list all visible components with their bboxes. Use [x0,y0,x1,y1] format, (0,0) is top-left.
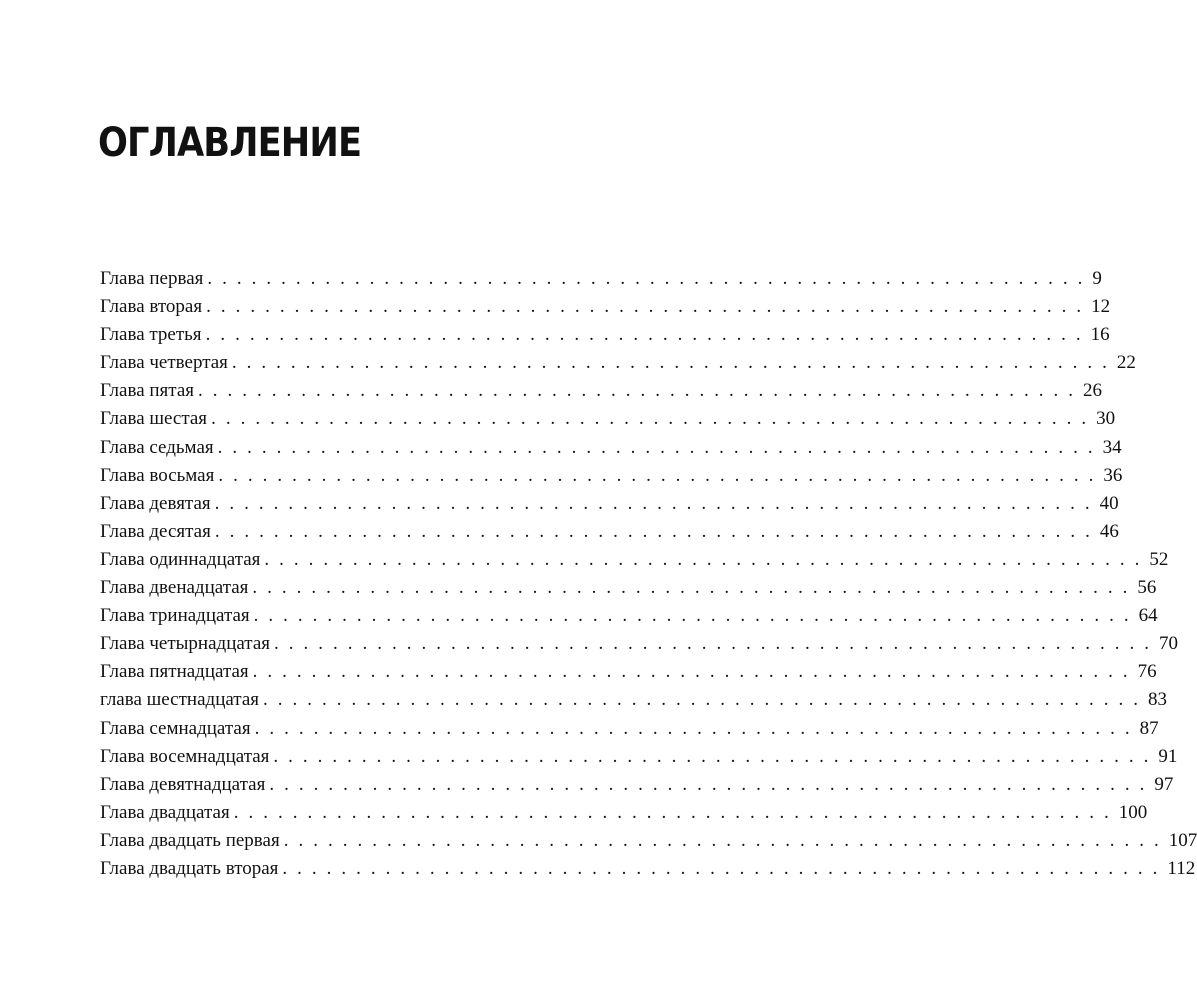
toc-entry-page-number: 36 [1103,464,1123,486]
toc-entry [100,265,1102,293]
toc-dot-leader: ............................................................ [211,408,1097,430]
toc-dot-leader: ............................................................ [283,829,1169,851]
toc-dot-leader: ............................................................ [217,436,1103,458]
toc-dot-leader: ............................................................ [214,520,1100,542]
toc-entry [100,686,1168,714]
toc-entry [100,827,1197,855]
toc-entry-page-number: 100 [1118,801,1148,823]
toc-entry [100,462,1123,490]
toc-entry-page-number: 64 [1138,605,1158,627]
toc-entry [100,405,1116,433]
toc-entry-page-number: 107 [1168,829,1197,851]
toc-dot-leader: ............................................................ [273,745,1159,767]
toc-entry-label: Глава пятнадцатая [100,661,249,683]
toc-dot-leader: ............................................................ [207,268,1093,289]
toc-entry-label: Глава восемнадцатая [100,745,270,767]
toc-entry-page-number: 87 [1139,717,1159,739]
toc-entry [100,434,1122,462]
toc-entry-page-number: 52 [1149,548,1169,570]
toc-dot-leader: ............................................................ [269,773,1155,795]
toc-entry [100,630,1179,658]
toc-entry [100,293,1111,321]
table-of-contents [100,265,1197,883]
toc-entry [100,377,1102,405]
toc-entry-page-number: 112 [1167,857,1196,879]
toc-entry-label: Глава двенадцатая [100,577,249,599]
toc-entry-label: Глава третья [100,324,202,346]
toc-dot-leader: ............................................................ [233,801,1119,823]
toc-dot-leader: ............................................................ [206,296,1092,318]
toc-entry [100,715,1159,743]
toc-entry-label: Глава четырнадцатая [100,633,271,655]
toc-entry [100,490,1119,518]
toc-entry-page-number: 9 [1092,268,1102,289]
toc-entry-label: Глава двадцать вторая [100,857,279,879]
toc-entry-page-number: 46 [1099,520,1119,542]
toc-entry [100,771,1174,799]
toc-entry [100,743,1178,771]
toc-entry-label: Глава первая [100,268,204,289]
toc-entry-label: Глава четвертая [100,352,228,374]
toc-entry-label: Глава одиннадцатая [100,548,261,570]
toc-dot-leader: ............................................................ [264,548,1150,570]
toc-entry-page-number: 83 [1148,689,1168,711]
toc-dot-leader: ............................................................ [253,605,1139,627]
toc-entry-page-number: 56 [1137,577,1157,599]
toc-dot-leader: ............................................................ [274,633,1160,655]
toc-entry-page-number: 12 [1091,296,1111,318]
toc-entry-page-number: 70 [1159,633,1179,655]
toc-dot-leader: ............................................................ [218,464,1104,486]
toc-entry [100,546,1169,574]
toc-entry-page-number: 22 [1116,352,1136,374]
toc-entry-page-number: 16 [1090,324,1110,346]
toc-entry [100,574,1157,602]
toc-entry-label: Глава девятнадцатая [100,773,266,795]
toc-entry-label: Глава шестая [100,408,208,430]
toc-entry [100,518,1119,546]
toc-entry-page-number: 91 [1158,745,1178,767]
toc-entry [100,321,1110,349]
toc-dot-leader: ............................................................ [263,689,1149,711]
toc-entry-label: Глава тринадцатая [100,605,250,627]
toc-dot-leader: ............................................................ [254,717,1140,739]
toc-entry-page-number: 30 [1096,408,1116,430]
toc-entry-page-number: 97 [1154,773,1174,795]
toc-entry-label: Глава двадцать первая [100,829,280,851]
toc-entry-page-number: 34 [1102,436,1122,458]
toc-entry-label: глава шестнадцатая [100,689,260,711]
toc-entry-page-number: 26 [1083,380,1102,402]
toc-entry [100,602,1158,630]
toc-dot-leader: ............................................................ [231,352,1117,374]
toc-entry [100,855,1196,883]
toc-entry-label: Глава девятая [100,492,211,514]
toc-entry [100,658,1157,686]
toc-dot-leader: ............................................................ [198,380,1083,402]
toc-entry-label: Глава восьмая [100,464,215,486]
toc-entry-label: Глава вторая [100,296,203,318]
toc-dot-leader: ............................................................ [282,857,1168,879]
toc-entry-label: Глава седьмая [100,436,214,458]
page-title: ОГЛАВЛЕНИЕ [98,119,362,166]
toc-dot-leader: ............................................................ [252,661,1138,683]
toc-entry-label: Глава пятая [100,380,194,402]
toc-entry-label: Глава семнадцатая [100,717,251,739]
toc-entry [100,799,1148,827]
toc-dot-leader: ............................................................ [252,577,1138,599]
toc-entry-page-number: 40 [1099,492,1119,514]
toc-entry [100,349,1136,377]
toc-entry-label: Глава десятая [100,520,211,542]
toc-dot-leader: ............................................................ [205,324,1091,346]
toc-entry-label: Глава двадцатая [100,801,230,823]
toc-entry-page-number: 76 [1137,661,1157,683]
toc-dot-leader: ............................................................ [214,492,1100,514]
